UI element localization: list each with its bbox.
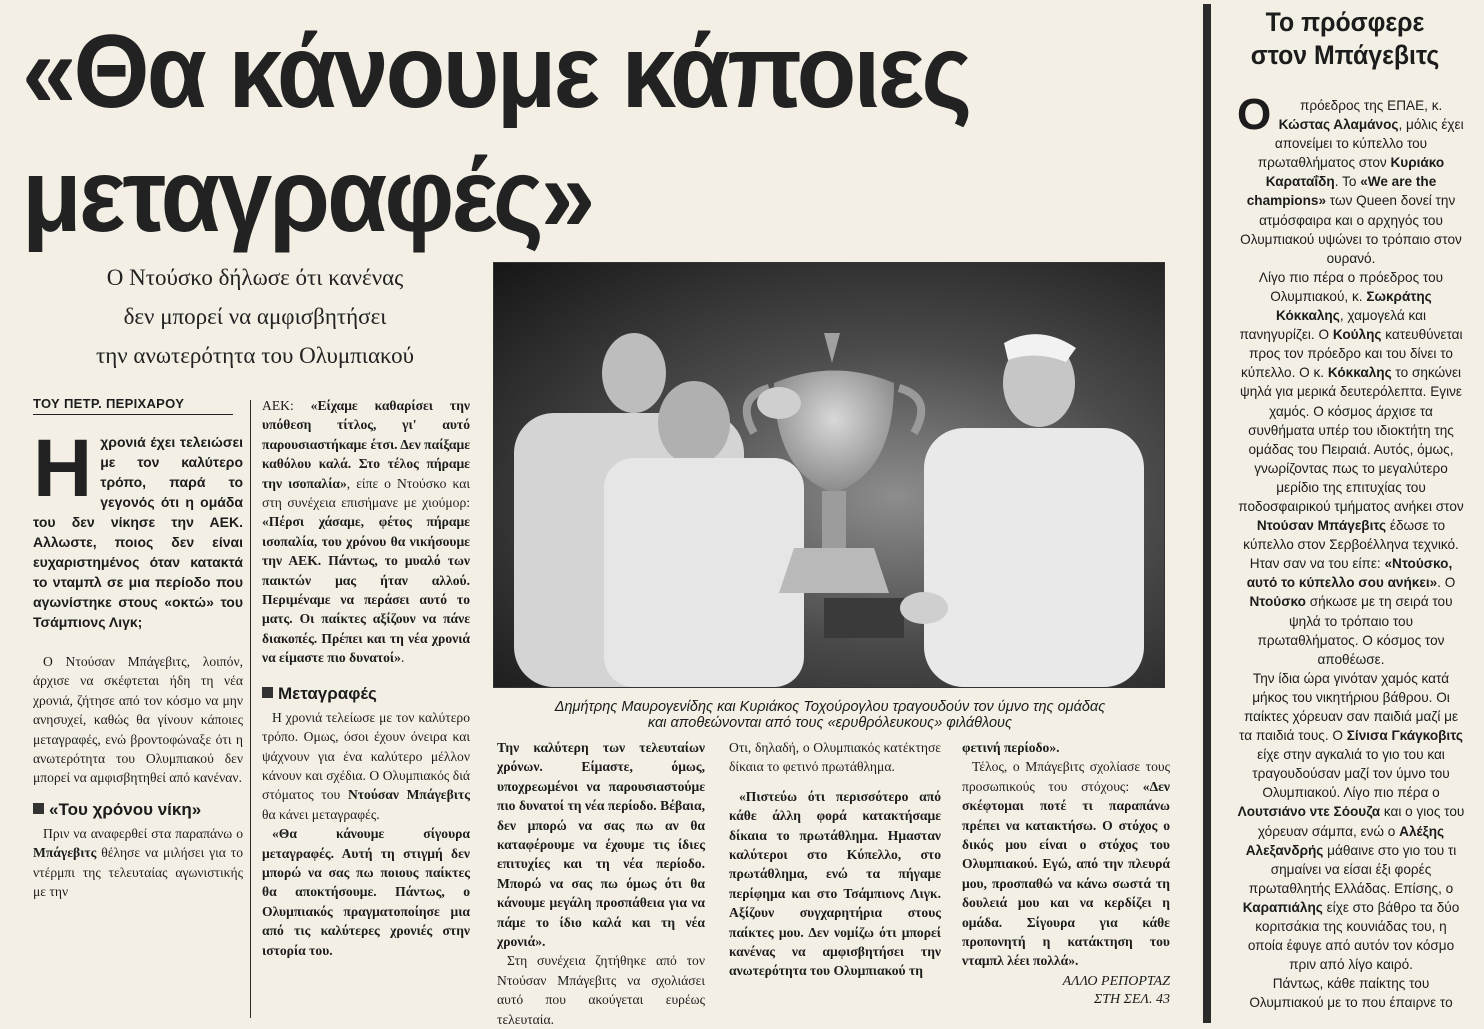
paragraph [1237,669,1465,975]
headline [22,10,971,258]
name: Κώστας Αλαμάνος [1278,117,1399,133]
paragraph [962,757,1170,970]
caption-line: και αποθεώνονται από τους «ερυθρόλευκους» φιλάθλους [647,715,1013,731]
name: Μπάγεβιτς [33,845,97,861]
byline: ΤΟΥ ΠΕΤΡ. ΠΕΡΙΧΑΡΟΥ [33,396,233,415]
quote: «Θα κάνουμε σίγουρα μεταγραφές. Αυτή τη στιγμή δεν μπορώ να σας πω ποιους παίκτες θα αποκτήσουμε. Πάντως, ο Ολυμπιακός πραγματοποίησε μια από τις καλύτερες χρονιές στην ιστορία του. [262,826,470,958]
name: Ντούσκο [1249,594,1306,610]
quote: Την καλύτερη των τελευταίων χρόνων. Είμαστε, όμως, υποχρεωμένοι να παρουσιαστούμε πιο δυνατοί τη νέα περίοδο. Βέβαια, δεν μπορώ να σας πω αν θα καταφέρουμε να έχουμε τις ίδιες επιτυχίες και τη νέα περίοδο. Μπορώ να σας πω όμως ότι θα κάνουμε μεγάλη προσπάθεια για να πάμε το ίδιο καλά και τη νέα χρονιά». [497,740,705,950]
subheadline-line: την ανωτερότητα του Ολυμπιακού [96,343,414,368]
paragraph: Οτι, δηλαδή, ο Ολυμπιακός κατέκτησε δίκαια το φετινό πρωτάθλημα. [729,740,941,775]
paragraph [1237,268,1465,669]
article-column-3 [497,738,705,1029]
paragraph [729,787,941,981]
text: . Ο [1437,575,1456,591]
paragraph [962,738,1170,757]
square-bullet-icon [33,803,44,814]
subheadline-line: Ο Ντούσκο δήλωσε ότι κανένας [106,265,404,290]
caption-line: Δημήτρης Μαυρογενίδης και Κυριάκος Τοχούρογλου τραγουδούν τον ύμνο της ομάδας [554,699,1106,715]
text: . Το [1334,174,1361,190]
section-heading [262,684,470,704]
text: θα κάνει μεταγραφές. [262,806,380,822]
column-rule [250,400,251,1018]
trophy-base [824,598,904,638]
paragraph [1237,90,1465,268]
quote: «Δεν σκέφτομαι ποτέ τι παραπάνω πρέπει να κατακτήσω. Ο στόχος ο δικός μου είναι ο στόχος του Ολυμπιακού. Εγώ, από την πλευρά μου, προσπαθώ να κάνω σωστά τη δουλειά μου και να κερδίζει η ομάδα. Σίγουρα για κάθε προπονητή η κατάκτηση του νταμπλ λέει πολλά». [962,778,1170,969]
lead-paragraph [33,423,243,632]
name: Ντούσαν Μπάγεβιτς [347,787,470,803]
subheadline-line: δεν μπορεί να αμφισβητήσει [123,304,387,329]
paragraph [262,396,470,668]
text: Την ίδια ώρα γινόταν χαμός κατά μήκος του νικητήριου βάθρου. Οι παίκτες χόρευαν σαν παιδιά μαζί με τα παιδιά τους. Ο [1239,670,1459,744]
paragraph [262,708,470,824]
quote: φετινή περίοδο». [962,740,1060,755]
lead-text: χρονιά έχει τελειώσει με τον καλύτερο τρόπο, παρά το γεγονός ότι η ομάδα του δεν νίκησε την ΑΕΚ. Αλλωστε, ποιος δεν είναι ευχαριστημένος όταν κατακτά το νταμπλ σε μια περίοδο που αγωνίστηκε στους «οκτώ» του Τσάμπιονς Λιγκ; [33,434,243,630]
text: ΑΕΚ: [262,398,311,413]
name: Ντούσαν Μπάγεβιτς [1256,518,1387,534]
text: , είπε ο Ντούσκο και στη συνέχεια επισήμανε με χιούμορ: [262,475,470,511]
text: Λίγο πιο πέρα ο πρόεδρος του Ολυμπιακού, κ. [1258,269,1444,304]
paragraph [33,824,243,902]
headline-line-1: «Θα κάνουμε κάποιες [22,14,970,130]
name: Κυριάκο Καραταΐδη [1265,155,1445,190]
text: Η χρονιά τελείωσε με τον καλύτερο τρόπο. Ομως, όσοι έχουν όνειρα και ψάχνουν για ένα καλύτερο μέλλον κάνουν και σχέδια. Ο Ολυμπιακός διά στόματος του [262,709,470,803]
section-heading-text: «Του χρόνου νίκη» [49,799,202,819]
article-column-4 [729,738,941,981]
text: το σηκώνει ψηλά για μερικά δευτερόλεπτα. Εγινε χαμός. Ο κόσμος άρχισε τα συνθήματα υπέρ του ιδιοκτήτη της ομάδας του Πειραιά. Αυτός, όμως, γνωρίζοντας πως το μεγαλύτερο μερίδιο της επιτυχίας του ποδοσφαιρικού τμήματος ανήκει στον [1238,365,1464,514]
paragraph: Στη συνέχεια ζητήθηκε από τον Ντούσαν Μπάγεβιτς να σχολιάσει αυτό που ακούγεται ευρέως τελευταία. [497,953,705,1027]
sidebar-title [1223,6,1468,72]
quote: «Ντούσκο, αυτό το κύπελλο σου ανήκει» [1246,556,1453,591]
text: Τέλος, ο Μπάγεβιτς σχολίασε τους προσωπικούς του στόχους: [962,759,1170,794]
name: Κόκκαλης [1327,365,1392,381]
text: Πριν να αναφερθεί στα παραπάνω ο [43,825,243,841]
sidebar-title-line: Το πρόσφερε [1265,7,1425,37]
headline-line-2: μεταγραφές» [22,138,593,254]
credit-line: ΑΛΛΟ ΡΕΠΟΡΤΑΖ [1062,974,1170,989]
section-heading-text: Μεταγραφές [278,683,377,703]
text: πρόεδρος της ΕΠΑΕ, κ. [1299,98,1443,113]
paragraph: Πάντως, κάθε παίκτης του Ολυμπιακού με το που έπαιρνε το [1249,976,1453,1011]
credit-line: ΣΤΗ ΣΕΛ. 43 [1093,992,1170,1007]
name: Σωκράτης Κόκκαλης [1276,288,1432,324]
sidebar-title-line: στον Μπάγεβιτς [1250,40,1440,70]
dropcap: Η [33,423,93,514]
sidebar-body [1237,90,1465,1013]
text: και ο γιος του χόρευαν σάμπα, ενώ ο [1257,804,1465,839]
name: Κούλης [1332,327,1382,343]
text: . [400,650,405,666]
square-bullet-icon [262,687,273,698]
photo-caption [500,699,1160,731]
paragraph: Ο Ντούσαν Μπάγεβιτς, λοιπόν, άρχισε να σκέφτεται ήδη τη νέα χρονιά, ζήτησε από τον κόσμο να μην ανησυχεί, καθώς θα γίνουν κάποιες μεταγραφές, ενώ βροντοφώναξε ότι η ανωτερότητα του Ολυμπιακού δεν μπορεί να αμφισβητηθεί από κανέναν. [33,654,243,786]
quote: «Πιστεύω ότι περισσότερο από κάθε άλλη φορά κατακτήσαμε δίκαια το πρωτάθλημα. Ημασταν καλύτεροι στο Κύπελλο, στο πρωτάθλημα, ενώ τα πήγαμε περίφημα και στο Τσάμπιονς Λιγκ. Αξίζουν συγχαρητήρια στους παίκτες μου. Δεν νομίζω ότι μπορεί κανένας να αμφισβητήσει την ανωτερότητα του Ολυμπιακού τη [729,788,941,979]
text: θέλησε να μιλήσει για το ντέρμπι της τελευταίας αγωνιστικής με την [33,845,243,900]
trophy-top [824,333,840,363]
article-column-2 [262,396,470,960]
name: Αλέξης Αλεξανδρής [1245,823,1445,858]
celebration-photo [493,262,1165,688]
subheadline [40,258,470,375]
quote: «Είχαμε καθαρίσει την υπόθεση τίτλος, γι' αυτό παρουσιαστήκαμε έτσι. Δεν παίξαμε καθόλου καλά. Στο τέλος πήραμε την ισοπαλία» [262,398,470,491]
dropcap: Ο [1237,90,1272,139]
trophy-celebration-illustration [494,263,1164,687]
section-heading [33,800,243,820]
article-column-5 [962,738,1170,971]
paragraph [497,738,705,951]
text: κατευθύνεται προς τον πρόεδρο και του δίνει το κύπελλο. Ο κ. [1240,327,1463,381]
text: έδωσε το κύπελλο στον Σερβοέλληνα τεχνικό. Ηταν σαν να του είπε: [1243,518,1459,572]
sidebar-rule [1203,4,1211,1023]
name: Καραπιάλης [1242,899,1323,915]
text: σήκωσε με τη σειρά του ψηλά το τρόπαιο του πρωταθλήματος. Ο κόσμος τον αποθέωσε. [1257,594,1453,667]
name: Σίνισα Γκάγκοβιτς [1346,728,1463,744]
text: είχε στο βάθρο τα δύο κοριτσάκια της κουνιάδας του, η οποία έφυγε από αυτόν τον κόσμο πριν από λίγο καιρό. [1247,899,1460,973]
text: των Queen δονεί την ατμόσφαιρα και ο αρχηγός του Ολυμπιακού υψώνει το τρόπαιο στον ουρανό. [1240,193,1462,266]
paragraph [262,824,470,960]
continued-credit [1010,973,1170,1009]
name: Λουτσιάνο ντε Σόουζα [1237,804,1381,820]
text: μάθαινε στο γιο του τι σημαίνει να είσαι έξι φορές πρωταθλητής Ελλάδας. Επίσης, ο [1248,842,1457,896]
text: , μόλις έχει απονείμει το κύπελλο του πρωταθλήματος στον [1257,117,1464,171]
text: είχε στην αγκαλιά το γιο του και τραγουδούσαν μαζί τον ύμνο του Ολυμπιακού. Λίγο πιο πέρα ο [1252,747,1450,801]
article-column-1 [33,423,243,901]
text: , χαμογελά και πανηγυρίζει. Ο [1239,308,1426,343]
quote: «Πέρσι χάσαμε, φέτος πήραμε ισοπαλία, του χρόνου θα νικήσουμε την ΑΕΚ. Πάντως, το μυαλό των παικτών μας ήταν αλλού. Περιμέναμε να περάσει αυτό το ματς. Οι παίκτες αξίζουν να πάνε διακοπές. Πρέπει και τη νέα χρονιά να είμαστε πιο δυνατοί» [262,514,470,666]
name: «We are the champions» [1246,174,1437,209]
